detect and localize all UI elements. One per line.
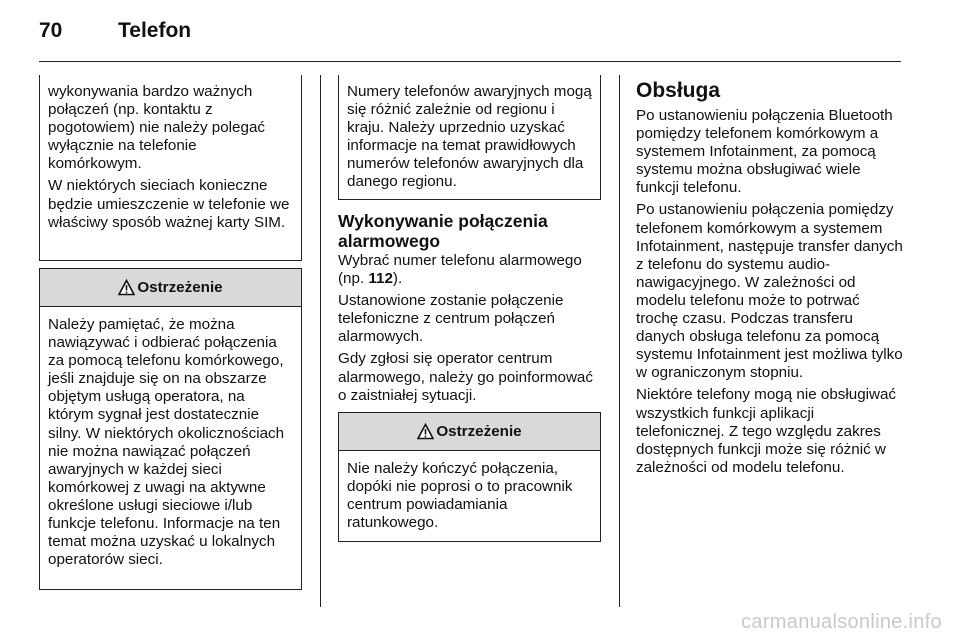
- section-body-emergency-call: [338, 252, 603, 405]
- body-paragraph: Wybrać numer telefonu alarmowego (np. 112).: [338, 252, 582, 288]
- page-title: Telefon: [118, 19, 192, 42]
- note-paragraph: W niektórych sieciach konieczne będzie umieszczenie w telefonie we właściwy sposób ważnej karty SIM.: [48, 177, 290, 231]
- body-paragraph: Ustanowione zostanie połączenie telefoniczne z centrum połączeń alarmowych.: [338, 292, 564, 346]
- note-paragraph: wykonywania bardzo ważnych połączeń (np. kontaktu z pogotowiem) nie należy polegać wyłącznie na telefonie komórkowym.: [48, 83, 265, 173]
- warning-box-2: [338, 412, 601, 542]
- warning-triangle-icon: [118, 279, 135, 296]
- column-divider-1: [320, 75, 321, 607]
- warning-header: [339, 413, 600, 451]
- body-paragraph: Niektóre telefony mogą nie obsługiwać wszystkich funkcji aplikacji telefonicznej. Z tego względu zakres dostępnych funkcji może się różnić w zależności od modelu telefonu.: [636, 386, 897, 476]
- note-box-emergency-numbers: [338, 75, 601, 200]
- section-heading-operation: Obsługa: [636, 79, 721, 102]
- warning-triangle-icon: [417, 423, 434, 440]
- page-number: 70: [39, 19, 63, 42]
- column-divider-2: [619, 75, 620, 607]
- warning-header: [40, 269, 301, 307]
- section-heading-emergency-call: Wykonywanie połączenia alarmowego: [338, 211, 548, 251]
- header-divider: [39, 61, 901, 62]
- warning-box: [39, 268, 302, 590]
- note-box-continued: [39, 75, 302, 261]
- warning-title: Ostrzeżenie: [137, 279, 223, 296]
- warning-text: Należy pamiętać, że można nawiązywać i odbierać połączenia za pomocą telefonu komórkowego, jeśli znajduje się on na obszarze objętym usługą operatora, na którym sygnał jest dostatecznie silny. W niektórych okolicznościach nie można nawiązać połączeń awaryjnych w każdej sieci komórkowej z uwagi na aktywne określone usługi sieciowe i/lub funkcje telefonu. Informacje na ten temat można uzyskać u lokalnych operatorów sieci.: [48, 316, 285, 569]
- note-paragraph: Numery telefonów awaryjnych mogą się różnić zależnie od regionu i kraju. Należy uprzednio uzyskać informacje na temat prawidłowych numerów telefonów awaryjnych dla danego regionu.: [347, 83, 592, 191]
- body-paragraph: Po ustanowieniu połączenia pomiędzy telefonem komórkowym a systemem Infotainment, następuje transfer danych z telefonu do systemu audio-nawigacyjnego. W zależności od modelu telefonu może to potrwać trochę czasu. Podczas transferu danych obsługa telefonu za pomocą systemu Infotainment jest możliwa tylko w ograniczonym stopniu.: [636, 201, 903, 382]
- emergency-number: 112: [368, 270, 393, 288]
- body-paragraph: Po ustanowieniu połączenia Bluetooth pomiędzy telefonem komórkowym a systemem Infotainment, za pomocą systemu można obsługiwać wiele funkcji telefonu.: [636, 107, 893, 197]
- section-body-operation: [636, 107, 904, 477]
- warning-text: Nie należy kończyć połączenia, dopóki nie poprosi o to pracownik centrum powiadamiania ratunkowego.: [347, 460, 573, 532]
- warning-title: Ostrzeżenie: [436, 423, 522, 440]
- watermark: carmanualsonline.info: [741, 611, 942, 633]
- body-paragraph: Gdy zgłosi się operator centrum alarmowego, należy go poinformować o zaistniałej sytuacji.: [338, 350, 593, 404]
